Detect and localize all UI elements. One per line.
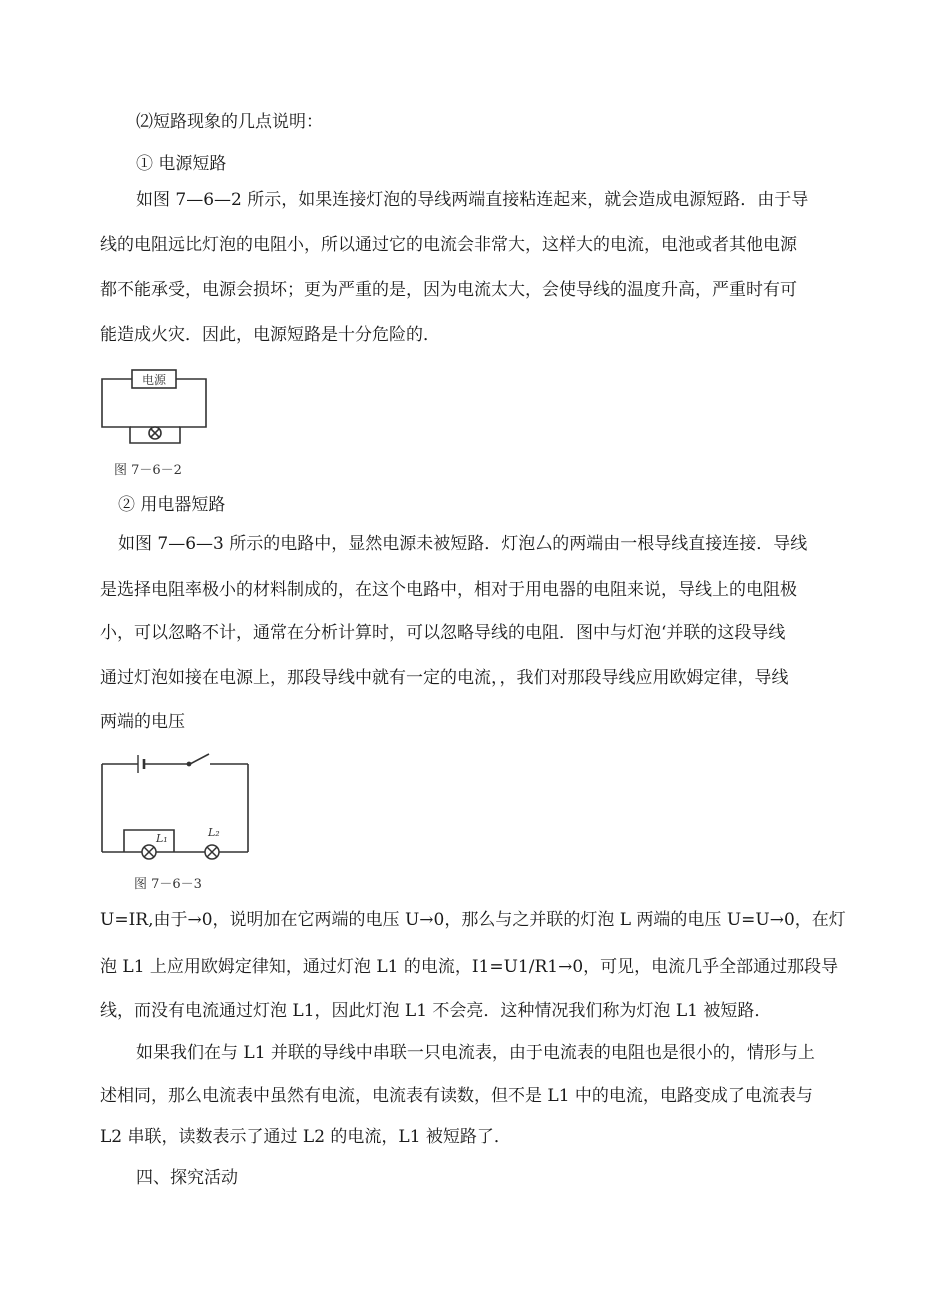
section4-title: 四、探究活动 [136, 1168, 238, 1188]
para4-line: 述相同，那么电流表中虽然有电流，电流表有读数，但不是 L1 中的电流，电路变成了电流表与 [100, 1086, 813, 1106]
para2-line: 两端的电压 [100, 712, 185, 732]
para1-line: 能造成火灾．因此，电源短路是十分危险的． [100, 325, 440, 345]
para1-line: 如图 7—6—2 所示，如果连接灯泡的导线两端直接粘连起来，就会造成电源短路．由于导 [136, 190, 809, 210]
para2-line: 小，可以忽略不计，通常在分析计算时，可以忽略导线的电阻．图中与灯泡‘并联的这段导线 [100, 623, 786, 643]
para2-line: 如图 7—6—3 所示的电路中，显然电源未被短路．灯泡厶的两端由一根导线直接连接．导线 [118, 534, 808, 554]
para2-line: 是选择电阻率极小的材料制成的，在这个电路中，相对于用电器的电阻来说，导线上的电阻极 [100, 580, 797, 600]
figure-7-6-3-caption: 图 7－6－3 [134, 877, 202, 892]
para3-line: U=IR,由于→0，说明加在它两端的电压 U→0，那么与之并联的灯泡 L 两端的电压 U=U→0，在灯 [100, 910, 846, 930]
para1-line: 都不能承受，电源会损坏；更为严重的是，因为电流太大，会使导线的温度升高，严重时有可 [100, 280, 797, 300]
para1-line: 线的电阻远比灯泡的电阻小，所以通过它的电流会非常大，这样大的电流，电池或者其他电源 [100, 235, 797, 255]
item2-title: ② 用电器短路 [118, 495, 226, 515]
power-source-label: 电源 [141, 373, 167, 387]
lamp-l2-label: L₂ [208, 826, 220, 839]
para4-line: L2 串联，读数表示了通过 L2 的电流，L1 被短路了． [100, 1127, 511, 1147]
para3-line: 泡 L1 上应用欧姆定律知，通过灯泡 L1 的电流，I1=U1/R1→0，可见，电流几乎全部通过那段导 [100, 957, 839, 977]
para3-line: 线，而没有电流通过灯泡 L1，因此灯泡 L1 不会亮．这种情况我们称为灯泡 L1 被短路． [100, 1001, 772, 1021]
short-circuit-heading: ⑵短路现象的几点说明： [136, 112, 323, 132]
item1-title: ① 电源短路 [136, 154, 227, 174]
para2-line: 通过灯泡如接在电源上，那段导线中就有一定的电流，，我们对那段导线应用欧姆定律，导线 [100, 668, 789, 688]
para4-line: 如果我们在与 L1 并联的导线中串联一只电流表，由于电流表的电阻也是很小的，情形与上 [136, 1043, 815, 1063]
figure-7-6-2-caption: 图 7－6－2 [114, 463, 182, 478]
lamp-l1-label: L₁ [156, 832, 168, 845]
figure-7-6-2-circuit [98, 365, 210, 455]
figure-7-6-3-circuit [98, 752, 254, 860]
